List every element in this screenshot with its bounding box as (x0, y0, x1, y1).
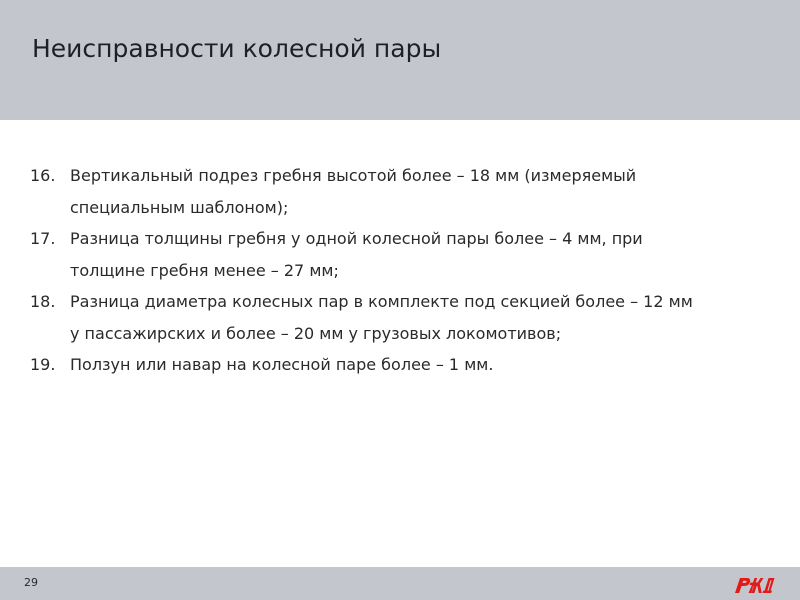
list-item (30, 349, 780, 381)
list-item (30, 286, 780, 349)
list-item-number: 16. (30, 166, 56, 185)
list-item-number: 18. (30, 292, 56, 311)
slide-header (0, 0, 800, 120)
malfunction-list (30, 160, 780, 381)
list-item-text-line: Вертикальный подрез гребня высотой более – 18 мм (измеряемый (70, 166, 637, 185)
list-item-text-line: специальным шаблоном); (70, 197, 289, 217)
list-item-text-line: Разница диаметра колесных пар в комплекте под секцией более – 12 мм (70, 292, 693, 311)
list-item-text-line: Разница толщины гребня у одной колесной пары более – 4 мм, при (70, 229, 643, 248)
rzd-logo-icon (732, 572, 776, 596)
list-item-text-line: у пассажирских и более – 20 мм у грузовых локомотивов; (70, 323, 562, 343)
list-item (30, 160, 780, 223)
list-item-number: 17. (30, 229, 56, 248)
list-item (30, 223, 780, 286)
list-item-text-line: Ползун или навар на колесной паре более – 1 мм. (70, 355, 494, 374)
slide-footer (0, 567, 800, 600)
list-item-text-line: толщине гребня менее – 27 мм; (70, 260, 339, 280)
list-item-number: 19. (30, 355, 56, 374)
slide-title: Неисправности колесной пары (32, 34, 442, 63)
page-number: 29 (24, 576, 38, 589)
